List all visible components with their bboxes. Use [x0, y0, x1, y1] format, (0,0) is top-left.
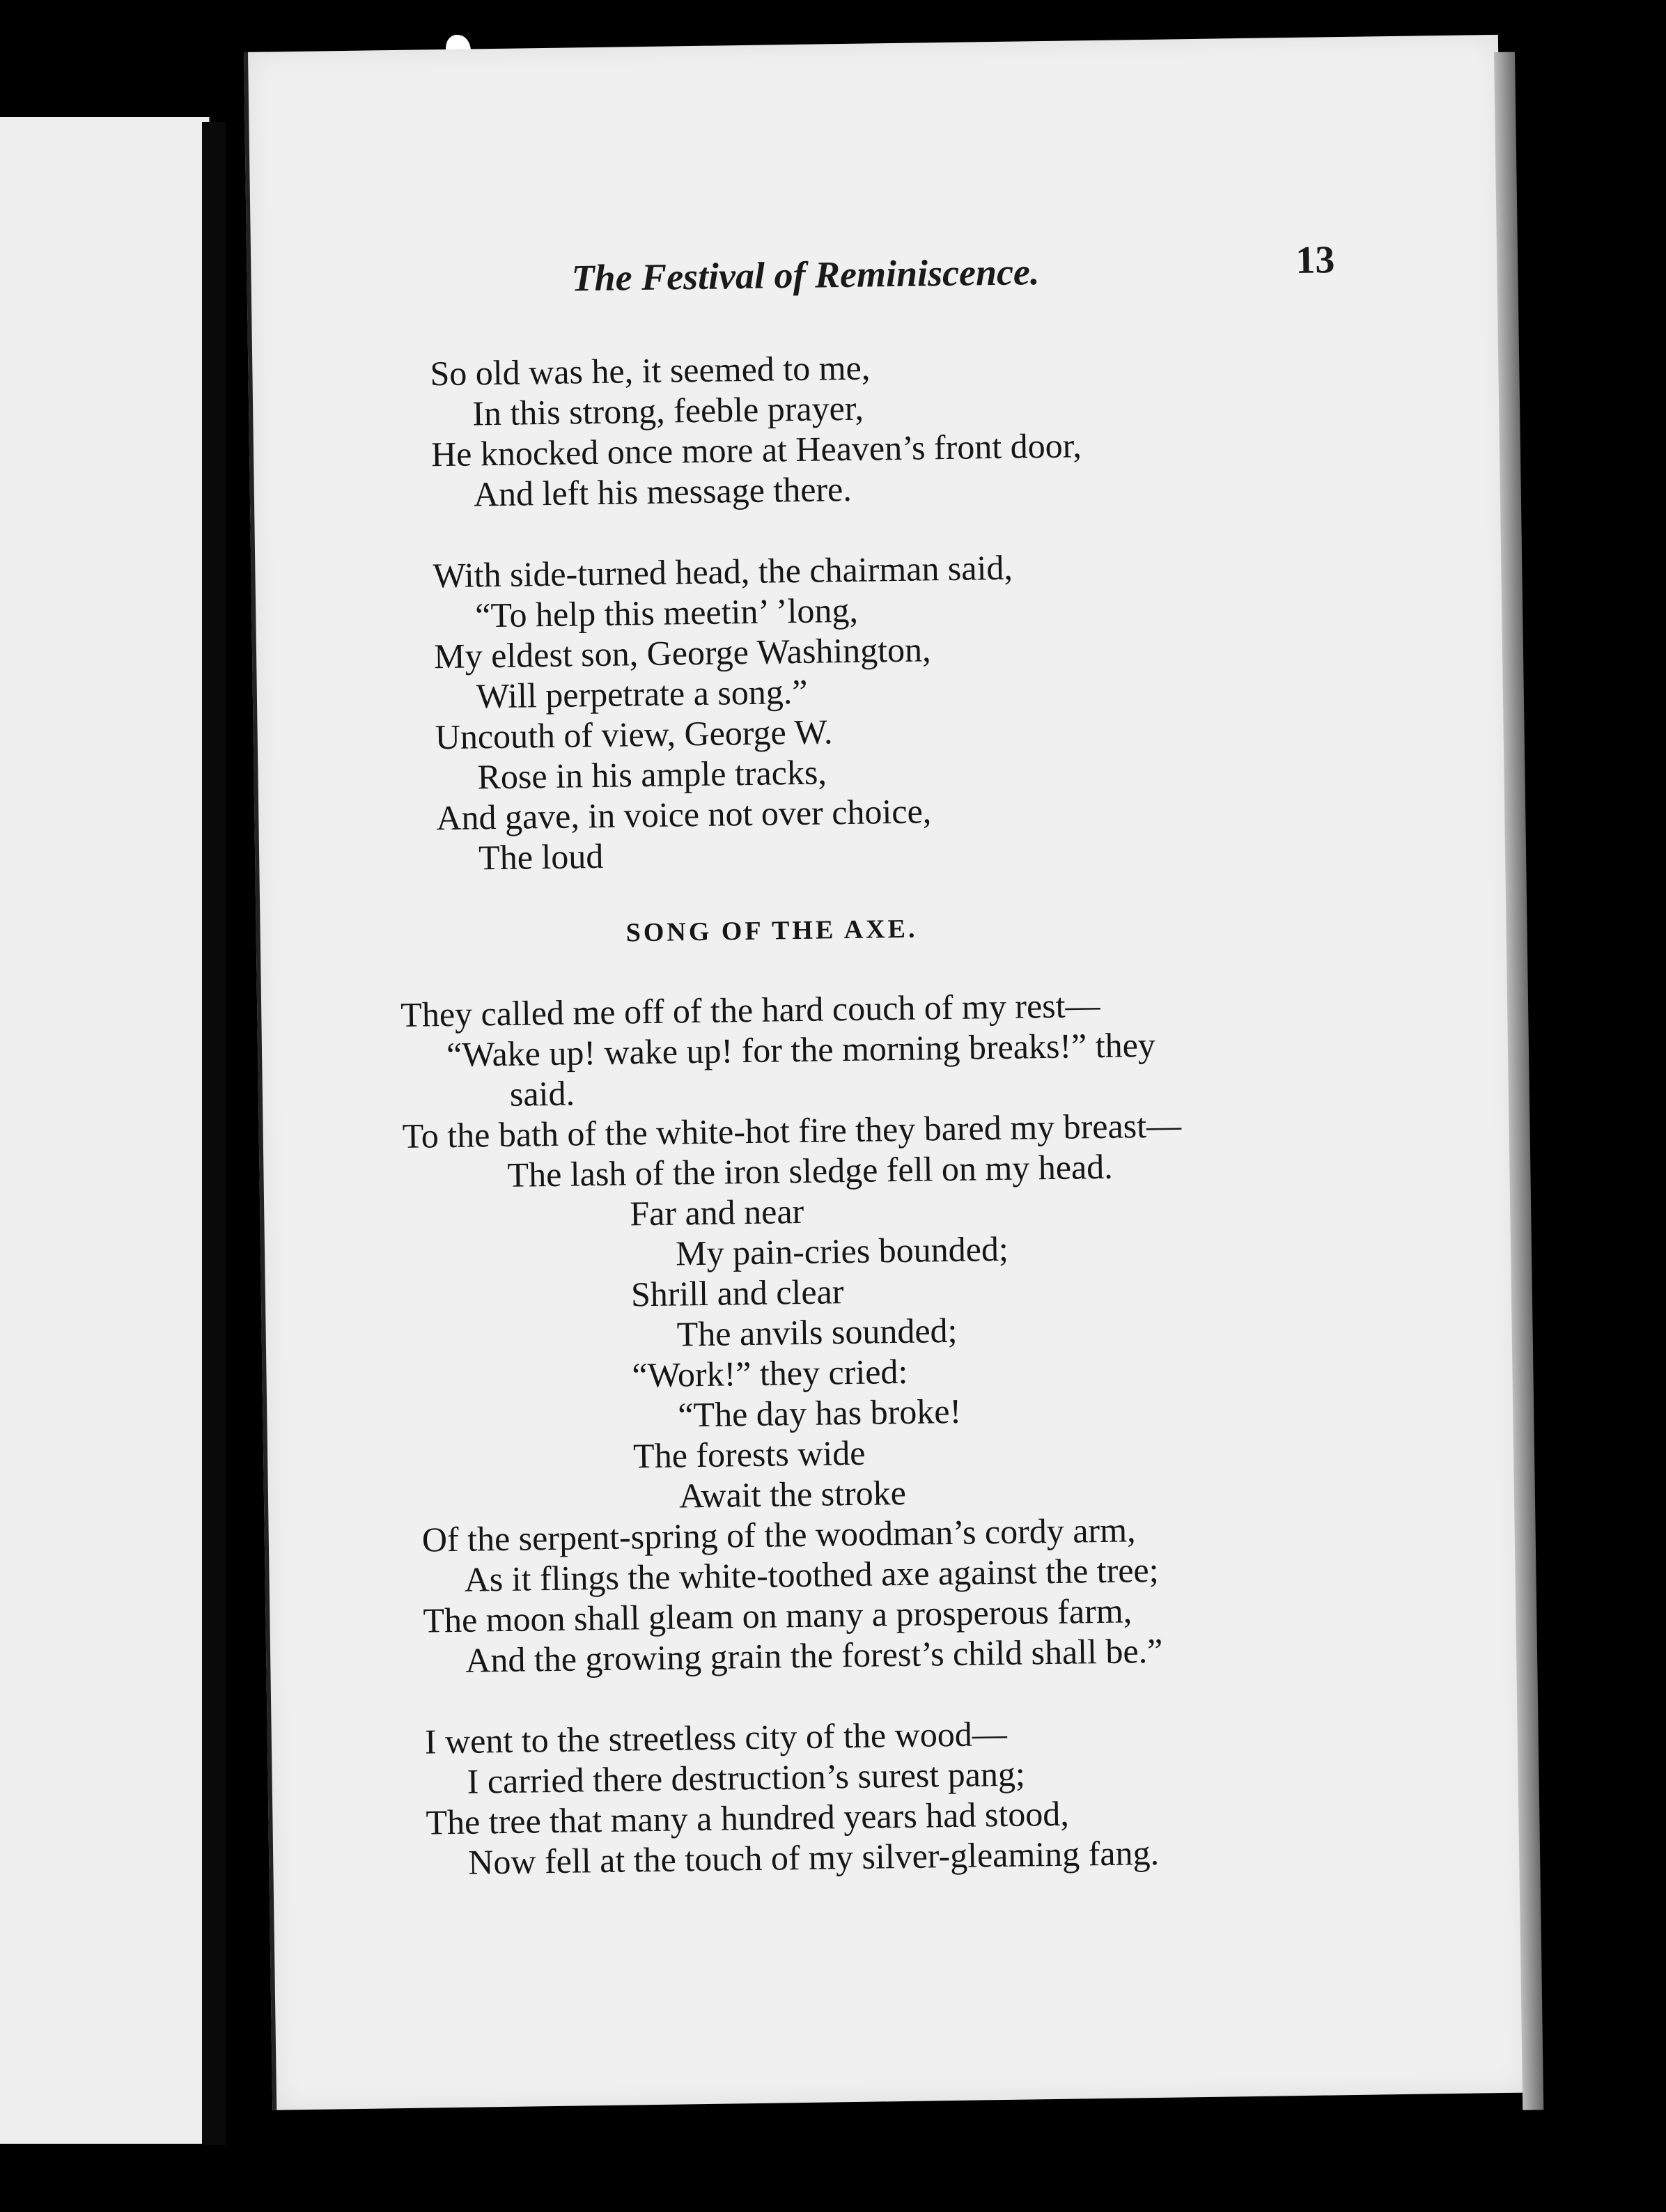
poem-line: Rose in his ample tracks,	[477, 752, 827, 797]
poem-line: My eldest son, George Washington,	[433, 630, 931, 676]
poem-line: And left his message there.	[473, 469, 853, 514]
song-line: “Wake up! wake up! for the morning breaks!” they	[446, 1025, 1156, 1075]
song-line: To the bath of the white-hot fire they bared my breast—	[402, 1105, 1182, 1155]
poem-line: In this strong, feeble prayer,	[472, 388, 864, 433]
song-line: Now fell at the touch of my silver-gleaming fang.	[467, 1832, 1160, 1882]
song-line: The anvils sounded;	[676, 1310, 958, 1354]
poem-line: “To help this meetin’ ’long,	[474, 590, 859, 635]
song-line: “Work!” they cried:	[632, 1351, 908, 1395]
song-line: Far and near	[629, 1191, 804, 1233]
song-title: SONG OF THE AXE.	[625, 914, 918, 948]
song-line: Await the stroke	[678, 1472, 907, 1516]
song-line: The lash of the iron sledge fell on my head.	[507, 1146, 1114, 1194]
song-line: “The day has broke!	[677, 1391, 962, 1435]
poem-line: With side-turned head, the chairman said,	[433, 547, 1013, 595]
song-line: Shrill and clear	[630, 1272, 844, 1314]
poem-line: Will perpetrate a song.”	[476, 671, 808, 716]
song-line: I carried there destruction’s surest pang;	[467, 1754, 1026, 1801]
song-line: Of the serpent-spring of the woodman’s cordy arm,	[421, 1510, 1136, 1559]
song-line: They called me off of the hard couch of my rest—	[400, 985, 1100, 1034]
page-header	[251, 238, 1502, 317]
facing-page-left	[0, 117, 210, 2144]
page-number: 13	[1295, 238, 1335, 282]
song-line: The tree that many a hundred years had stood,	[426, 1793, 1070, 1842]
poem-line: Uncouth of view, George W.	[435, 712, 833, 757]
song-line: said.	[509, 1073, 575, 1114]
poem-line: So old was he, it seemed to me,	[430, 348, 871, 394]
poem-line: He knocked once more at Heaven’s front door,	[430, 426, 1082, 474]
song-line: I went to the streetless city of the wood—	[424, 1713, 1008, 1761]
song-line: The forests wide	[632, 1433, 866, 1476]
book-page	[244, 35, 1527, 2110]
running-title: The Festival of Reminiscence.	[571, 251, 1040, 299]
poem-line: And gave, in voice not over choice,	[435, 791, 932, 838]
song-line: The moon shall gleam on many a prosperous farm,	[423, 1591, 1132, 1640]
poem-line: The loud	[478, 836, 604, 878]
book-gutter	[202, 122, 226, 2145]
song-line: My pain-cries bounded;	[675, 1229, 1009, 1273]
song-line: As it flings the white-toothed axe against the tree;	[464, 1550, 1159, 1599]
song-line: And the growing grain the forest’s child shall be.”	[465, 1630, 1163, 1680]
